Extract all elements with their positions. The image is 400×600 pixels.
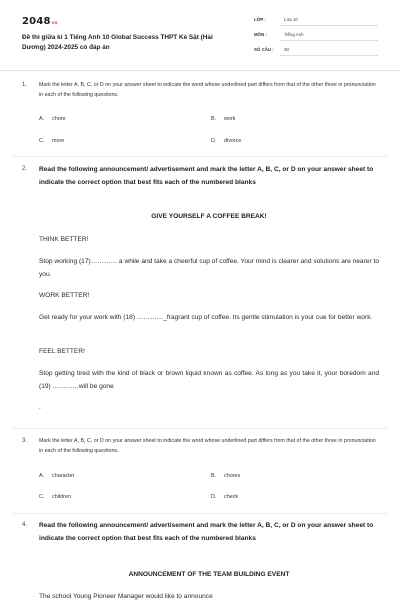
option-c[interactable] <box>39 138 64 144</box>
meta-underline <box>280 55 378 56</box>
option-letter: D. <box>211 138 217 144</box>
question-divider <box>12 156 388 157</box>
option-text: children <box>52 494 71 500</box>
passage-paragraph-19: Stop getting tired with the kind of black or brown liquid known as coffee. As long as you take it, your boredom and (19) …………will be gone <box>39 370 379 390</box>
option-text: divorce <box>224 138 242 144</box>
passage-paragraph: The school Young Pioneer Manager would like to announce <box>39 593 213 600</box>
passage-paragraph-17: Stop working (17)………… a while and take a cheerful cup of coffee. Your mind is clearer and solutions are nearer to you. <box>39 258 379 278</box>
question-number: 1. <box>22 82 28 88</box>
option-text: chore <box>52 116 66 122</box>
meta-count-key: SỐ CÂU : <box>254 47 274 52</box>
question-divider <box>12 428 388 429</box>
question-instruction: Mark the letter A, B, C, or D on your answer sheet to indicate the word whose underlined part differs from that of the other three in pronunciation in each of the following questions. <box>39 438 376 454</box>
meta-subject-value: Tiếng Anh <box>284 32 304 37</box>
option-letter: C. <box>39 138 45 144</box>
option-letter: B. <box>211 473 217 479</box>
site-logo[interactable] <box>22 16 58 27</box>
meta-class-key: LỚP : <box>254 17 266 22</box>
passage-line-think: THINK BETTER! <box>39 236 89 243</box>
meta-underline <box>280 25 378 26</box>
question-number: 2. <box>22 166 28 172</box>
option-d[interactable] <box>211 494 238 500</box>
document-header <box>0 0 400 72</box>
question-instruction: Mark the letter A, B, C, or D on your answer sheet to indicate the word whose underlined part differs from that of the other three in pronunciation in each of the following questions. <box>39 82 376 98</box>
option-letter: B. <box>211 116 217 122</box>
passage-trailing-period: . <box>39 404 41 411</box>
logo-text: 2048 <box>22 16 51 27</box>
option-b[interactable] <box>211 116 235 122</box>
option-b[interactable] <box>211 473 240 479</box>
meta-subject-key: MÔN : <box>254 32 267 37</box>
passage-paragraph-18: Get ready for your work with (18) …………_fragrant cup of coffee. Its gentle stimulation is your cue for better work. <box>39 314 373 321</box>
option-letter: C. <box>39 494 45 500</box>
option-text: work <box>224 116 236 122</box>
question-instruction: Read the following announcement/ advertisement and mark the letter A, B, C, or D on your answer sheet to indicate the correct option that best fits each of the numbered blanks <box>39 522 374 542</box>
option-letter: D. <box>211 494 217 500</box>
passage-heading: ANNOUNCEMENT OF THE TEAM BUILDING EVENT <box>128 571 290 578</box>
option-c[interactable] <box>39 494 71 500</box>
meta-class <box>254 14 378 26</box>
question-number: 3. <box>22 438 28 444</box>
logo-suffix: vn <box>51 20 58 25</box>
option-a[interactable] <box>39 116 66 122</box>
option-text: chores <box>224 473 241 479</box>
option-text: character <box>52 473 75 479</box>
passage-line-feel: FEEL BETTER! <box>39 348 85 355</box>
option-text: more <box>52 138 65 144</box>
passage-heading: GIVE YOURSELF A COFFEE BREAK! <box>151 213 267 220</box>
meta-underline <box>280 40 378 41</box>
option-d[interactable] <box>211 138 241 144</box>
option-text: check <box>224 494 239 500</box>
document-title: Đề thi giữa kì 1 Tiếng Anh 10 Global Success THPT Kẻ Sặt (Hải Dương) 2024-2025 có đáp án <box>22 34 213 51</box>
option-a[interactable] <box>39 473 74 479</box>
option-letter: A. <box>39 116 45 122</box>
meta-count-value: 30 <box>284 47 289 52</box>
header-divider <box>0 70 400 71</box>
question-instruction: Read the following announcement/ advertisement and mark the letter A, B, C, or D on your answer sheet to indicate the correct option that best fits each of the numbered blanks <box>39 166 374 186</box>
meta-subject <box>254 29 378 41</box>
question-number: 4. <box>22 522 28 528</box>
question-divider <box>12 513 388 514</box>
meta-class-value: Lớp 10 <box>284 17 298 22</box>
passage-line-work: WORK BETTER! <box>39 292 90 299</box>
option-letter: A. <box>39 473 45 479</box>
meta-count <box>254 44 378 56</box>
